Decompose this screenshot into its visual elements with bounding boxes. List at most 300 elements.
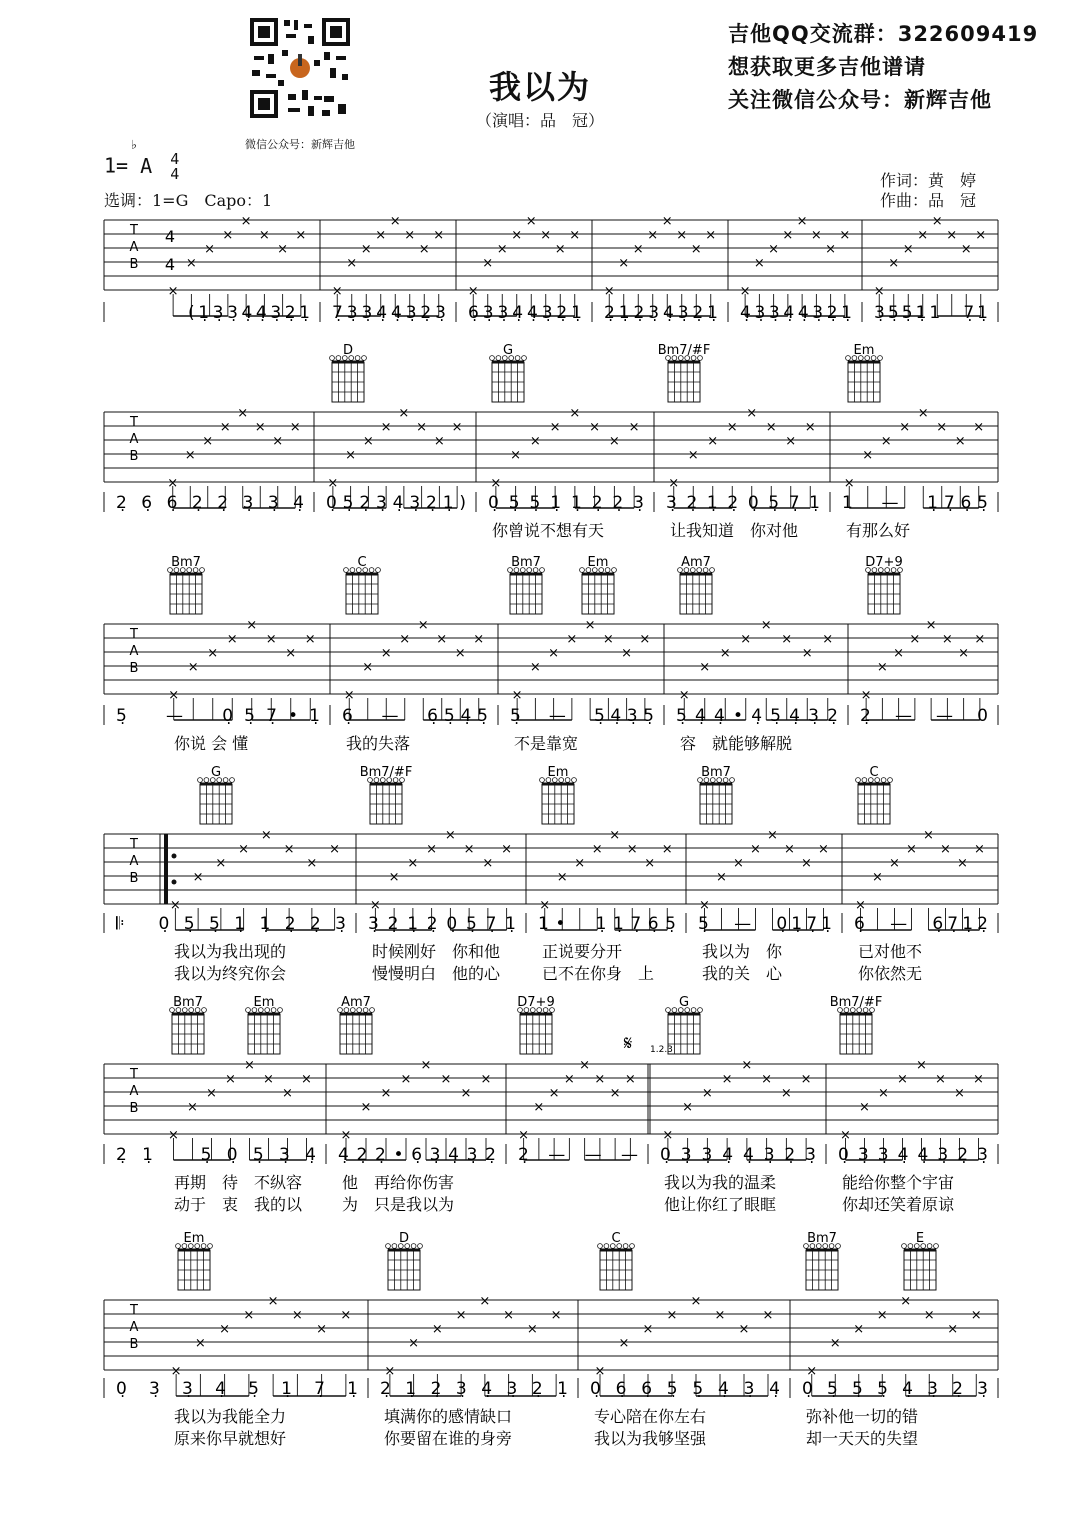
tab-note-mark: ×: [244, 1058, 255, 1073]
tab-note-mark: ×: [925, 618, 937, 633]
tab-note-mark: ×: [626, 842, 638, 857]
tab-note-mark: ×: [761, 1072, 773, 1087]
tab-note-mark: ×: [444, 828, 456, 843]
tab-note-mark: ×: [346, 256, 358, 271]
tab-note-mark: ×: [455, 1308, 467, 1323]
tab-note-mark: ×: [873, 284, 885, 299]
tab-note-mark: ×: [316, 1322, 328, 1337]
tab-note-mark: ×: [240, 214, 252, 229]
tab-note-mark: ×: [258, 228, 270, 243]
tab-note-mark: ×: [975, 228, 987, 243]
tab-note-mark: ×: [973, 420, 985, 435]
open-string-marker: [496, 356, 501, 361]
lyric-line-1: 专心陪在你左右: [594, 1407, 707, 1426]
tab-note-mark: ×: [762, 1308, 774, 1323]
lyric-line-1: 容 就能够解脱: [680, 734, 793, 753]
numbered-notation: 0̣5̣5̣5̣4̣3̣2̣3̣: [802, 1379, 988, 1399]
numbered-notation: 0̣5̣5̣1̣1̣2̣2̣3̣: [488, 493, 644, 513]
tab-note-mark: ×: [957, 856, 968, 871]
repeat-dot: [172, 854, 177, 859]
tab-note-mark: ×: [753, 256, 765, 271]
tab-note-mark: ×: [375, 228, 387, 243]
promo-more-tabs: 想获取更多吉他谱请: [728, 55, 926, 79]
tab-note-mark: ×: [289, 420, 301, 435]
tab-note-mark: ×: [473, 632, 485, 647]
open-string-marker: [691, 1008, 696, 1013]
open-string-marker: [204, 778, 209, 783]
tab-note-mark: ×: [417, 618, 429, 633]
tab-note-mark: ×: [804, 420, 816, 435]
chord-name-1-1: G: [502, 343, 514, 358]
chord-name-4-0: Bm7: [173, 995, 203, 1010]
numbered-notation: 2̣1̣2̣3̣4̣3̣2̣1̣: [604, 303, 718, 323]
tab-note-mark: ×: [853, 1322, 865, 1337]
lyric-line-2: 慢慢明白 他的心: [372, 964, 501, 983]
tab-note-mark: ×: [169, 898, 181, 913]
qr-caption: 微信公众号：新辉吉他: [245, 138, 355, 151]
tab-note-mark: ×: [550, 1308, 562, 1323]
tab-note-mark: ×: [206, 1086, 217, 1101]
open-string-marker: [678, 568, 683, 573]
tab-note-mark: ×: [207, 646, 219, 661]
open-string-marker: [672, 1008, 677, 1013]
tab-clef-letter: A: [129, 1084, 139, 1099]
lyric-line-2: 动于 衷 我的以: [174, 1195, 303, 1214]
tab-note-mark: ×: [602, 632, 614, 647]
chord-name-4-1: Em: [253, 995, 275, 1010]
tab-note-mark: ×: [548, 1086, 560, 1101]
tab-note-mark: ×: [726, 420, 738, 435]
promo-wechat: 关注微信公众号：新辉吉他: [728, 88, 992, 112]
tab-note-mark: ×: [433, 228, 445, 243]
tab-note-mark: ×: [970, 1308, 982, 1323]
tab-note-mark: ×: [407, 856, 419, 871]
repeat-dot: [172, 880, 177, 885]
numbered-notation: 0̣3̣3̣4̣4̣3̣2̣3̣: [838, 1145, 988, 1165]
open-string-marker: [862, 778, 867, 783]
open-string-marker: [170, 1008, 175, 1013]
tab-note-mark: ×: [418, 242, 430, 257]
tab-note-mark: ×: [624, 1072, 636, 1087]
tab-note-mark: ×: [974, 632, 986, 647]
tab-note-mark: ×: [960, 242, 972, 257]
lyric-line-2: 却一天天的失望: [806, 1429, 919, 1448]
tab-note-mark: ×: [501, 842, 513, 857]
numbered-notation: 2̣ — — 0: [860, 706, 988, 726]
lyric-line-1: 你说 会 懂: [174, 734, 249, 753]
numbered-notation: 5̣ — 0̣1̣7̣1̣: [698, 914, 832, 934]
tab-note-mark: ×: [839, 228, 851, 243]
tab-note-mark: ×: [440, 1072, 452, 1087]
tab-note-mark: ×: [569, 228, 581, 243]
open-string-marker: [515, 356, 520, 361]
chord-name-1-0: D: [342, 343, 354, 358]
tab-note-mark: ×: [192, 870, 204, 885]
lyric-line-1: 能给你整个宇宙: [842, 1173, 955, 1192]
tab-note-mark: ×: [525, 214, 537, 229]
open-string-marker: [878, 356, 883, 361]
tab-note-mark: ×: [360, 1100, 372, 1115]
tab-note-mark: ×: [800, 1072, 812, 1087]
tab-note-mark: ×: [740, 632, 752, 647]
tab-note-mark: ×: [647, 228, 659, 243]
tab-note-mark: ×: [490, 476, 502, 491]
tab-note-mark: ×: [767, 828, 778, 843]
chord-name-1-2: Bm7/#F: [657, 343, 711, 358]
open-string-marker: [330, 356, 335, 361]
tab-clef-letter: T: [130, 1303, 138, 1318]
tab-note-mark: ×: [345, 448, 357, 463]
tab-note-mark: ×: [687, 448, 699, 463]
tab-note-mark: ×: [384, 1364, 396, 1379]
tab-note-mark: ×: [900, 1294, 912, 1309]
lyric-line-1: 有那么好: [846, 521, 911, 540]
open-string-marker: [202, 1008, 207, 1013]
open-string-marker: [927, 1244, 932, 1249]
chord-name-5-4: E: [915, 1231, 925, 1246]
tuning-info: 选调：1=G Capo：1: [104, 191, 273, 210]
tab-note-mark: ×: [467, 284, 479, 299]
tab-note-mark: ×: [263, 1072, 274, 1087]
tab-note-mark: ×: [451, 420, 463, 435]
tab-clef-letter: B: [129, 1101, 139, 1116]
tab-clef-letter: A: [129, 854, 139, 869]
tab-note-mark: ×: [705, 228, 717, 243]
chord-name-2-5: D7+9: [865, 555, 903, 570]
chord-name-4-5: Bm7/#F: [829, 995, 883, 1010]
tab-note-mark: ×: [721, 1072, 733, 1087]
lyric-line-2: 我以为我够坚强: [594, 1429, 707, 1448]
tab-note-mark: ×: [237, 406, 249, 421]
tab-note-mark: ×: [549, 420, 561, 435]
tab-clef-letter: T: [130, 415, 138, 430]
tab-note-mark: ×: [480, 1072, 492, 1087]
tab-note-mark: ×: [806, 1364, 818, 1379]
open-string-marker: [604, 1244, 609, 1249]
numbered-notation: 3̣2̣1̣2̣0̣5̣7̣1̣: [368, 914, 516, 934]
tab-note-mark: ×: [750, 842, 761, 857]
tab-note-mark: ×: [566, 632, 578, 647]
open-string-marker: [350, 568, 355, 573]
numbered-notation: 0̣3̣3̣4̣5̣1̣7̣1̣: [116, 1379, 358, 1399]
numbered-notation: 6̣3̣3̣4̣4̣3̣2̣1̣: [468, 303, 582, 323]
tab-note-mark: ×: [291, 1308, 303, 1323]
tab-note-mark: ×: [609, 1086, 621, 1101]
tab-note-mark: ×: [389, 214, 401, 229]
open-string-marker: [370, 1008, 375, 1013]
numbered-notation: 1• 1̣1̣7̣6̣5̣: [538, 914, 676, 934]
tab-note-mark: ×: [482, 256, 494, 271]
lyricist: 作词：黄 婷: [880, 171, 977, 190]
tab-note-mark: ×: [416, 420, 428, 435]
tab-note-mark: ×: [974, 842, 985, 857]
tab-note-mark: ×: [931, 214, 943, 229]
tab-note-mark: ×: [840, 1128, 851, 1143]
tab-note-mark: ×: [707, 434, 719, 449]
lyric-line-1: 正说要分开: [542, 942, 623, 961]
lyric-line-2: 为 只是我以为: [342, 1195, 455, 1214]
open-string-marker: [362, 356, 367, 361]
numbered-notation: 6̣ — 6̣7̣1̣2̣: [854, 914, 988, 934]
open-string-marker: [411, 1244, 416, 1249]
tab-note-mark: ×: [170, 1364, 182, 1379]
open-string-marker: [392, 1244, 397, 1249]
tab-clef-letter: B: [129, 257, 139, 272]
tab-clef-letter: T: [130, 223, 138, 238]
tab-note-mark: ×: [781, 632, 793, 647]
numbered-notation: 0̣3̣3̣4̣4̣3̣2̣3̣: [660, 1145, 816, 1165]
tab-note-mark: ×: [716, 870, 727, 885]
tab-note-mark: ×: [801, 646, 813, 661]
tab-note-mark: ×: [185, 256, 197, 271]
tab-note-mark: ×: [584, 618, 596, 633]
lyric-line-1: 弥补他一切的错: [806, 1407, 919, 1426]
open-string-marker: [908, 1244, 913, 1249]
lyric-line-2: 我的关 心: [702, 964, 783, 983]
lyric-line-1: 让我知道 你对他: [670, 521, 799, 540]
tab-note-mark: ×: [719, 646, 731, 661]
tab-note-mark: ×: [433, 434, 445, 449]
open-string-marker: [540, 778, 545, 783]
tab-note-mark: ×: [843, 476, 855, 491]
tab-note-mark: ×: [479, 1294, 491, 1309]
open-string-marker: [572, 778, 577, 783]
open-string-marker: [902, 1244, 907, 1249]
tab-note-mark: ×: [917, 228, 929, 243]
lyric-line-2: 你却还笑着原谅: [842, 1195, 955, 1214]
chord-name-2-1: C: [357, 555, 367, 570]
tab-note-mark: ×: [661, 842, 673, 857]
numbered-notation: 6̣ — 6̣5̣4̣5̣: [342, 706, 488, 726]
open-string-marker: [522, 356, 527, 361]
open-string-marker: [508, 568, 513, 573]
tab-note-mark: ×: [219, 420, 231, 435]
lyric-line-2: 你依然无: [858, 964, 923, 983]
tab-note-mark: ×: [632, 242, 644, 257]
tab-note-mark: ×: [426, 842, 438, 857]
tab-note-mark: ×: [699, 660, 711, 675]
tab-note-mark: ×: [940, 842, 951, 857]
tab-note-mark: ×: [340, 1128, 352, 1143]
promo-qq-group: 吉他QQ交流群：322609419: [728, 22, 1039, 46]
tab-note-mark: ×: [739, 284, 751, 299]
tab-note-mark: ×: [661, 214, 673, 229]
chord-name-5-2: C: [611, 1231, 621, 1246]
tab-note-mark: ×: [609, 828, 621, 843]
tab-note-mark: ×: [167, 476, 179, 491]
tab-note-mark: ×: [518, 1128, 530, 1143]
tab-note-mark: ×: [204, 242, 216, 257]
tab-note-mark: ×: [594, 1072, 606, 1087]
time-sig-bottom: 4: [170, 165, 180, 183]
numbered-notation: 3̣5̣5̣1̣1 7̣1̣: [874, 303, 988, 323]
tab-note-mark: ×: [331, 284, 343, 299]
segno-sign: 𝄋: [623, 1031, 633, 1055]
tab-note-mark: ×: [454, 646, 466, 661]
tab-note-mark: ×: [563, 1072, 575, 1087]
tab-note-mark: ×: [780, 1086, 792, 1101]
tab-note-mark: ×: [941, 632, 953, 647]
chord-name-2-3: Em: [587, 555, 609, 570]
tab-note-mark: ×: [608, 434, 620, 449]
lyric-line-2: 他让你红了眼眶: [664, 1195, 777, 1214]
tab-note-mark: ×: [460, 1086, 472, 1101]
numbered-notation: 4̣2̣2̣•6̣3̣4̣3̣2̣: [338, 1145, 496, 1165]
tab-note-mark: ×: [254, 420, 266, 435]
tab-note-mark: ×: [893, 646, 905, 661]
tab-note-mark: ×: [954, 434, 966, 449]
tab-note-mark: ×: [238, 842, 250, 857]
tab-note-mark: ×: [796, 214, 808, 229]
tab-note-mark: ×: [362, 434, 374, 449]
tab-note-mark: ×: [785, 434, 797, 449]
tab-note-mark: ×: [859, 1100, 870, 1115]
numbered-notation: 3̣2̣1̣2̣0̣5̣7̣1̣: [666, 493, 820, 513]
tab-note-mark: ×: [822, 632, 834, 647]
tab-note-mark: ×: [906, 842, 917, 857]
tab-note-mark: ×: [167, 284, 179, 299]
tab-note-mark: ×: [225, 1072, 236, 1087]
tab-note-mark: ×: [380, 1086, 392, 1101]
tab-clef-letter: A: [129, 1320, 139, 1335]
open-string-marker: [612, 568, 617, 573]
tab-note-mark: ×: [202, 434, 214, 449]
tab-note-mark: ×: [947, 1322, 959, 1337]
tab-note-mark: ×: [690, 242, 702, 257]
chord-name-1-3: Em: [853, 343, 875, 358]
tab-note-mark: ×: [888, 256, 900, 271]
lyric-line-1: 时候刚好 你和他: [372, 942, 501, 961]
chord-name-2-4: Am7: [681, 555, 711, 570]
tab-note-mark: ×: [329, 842, 341, 857]
open-string-marker: [630, 1244, 635, 1249]
lyric-line-1: 已对他不: [858, 942, 923, 961]
tab-note-mark: ×: [618, 1336, 630, 1351]
tab-note-mark: ×: [398, 406, 410, 421]
tab-note-mark: ×: [436, 632, 448, 647]
tab-note-mark: ×: [954, 1086, 965, 1101]
tab-note-mark: ×: [768, 242, 780, 257]
lyric-line-1: 再期 待 不纵容: [174, 1173, 303, 1192]
open-string-marker: [698, 1008, 703, 1013]
tab-note-mark: ×: [591, 842, 603, 857]
tab-note-mark: ×: [682, 1100, 694, 1115]
key-note: A: [140, 153, 153, 178]
tab-note-mark: ×: [388, 870, 400, 885]
open-string-marker: [376, 568, 381, 573]
open-string-marker: [168, 568, 173, 573]
tab-note-mark: ×: [482, 856, 494, 871]
lyric-line-1: 我以为我能全力: [174, 1407, 287, 1426]
open-string-marker: [246, 1008, 251, 1013]
tab-note-mark: ×: [503, 1308, 515, 1323]
tab-note-mark: ×: [243, 1308, 255, 1323]
numbered-notation: 2̣6̣6̣2̣2̣3̣3̣4̣: [116, 493, 304, 513]
tab-note-mark: ×: [825, 242, 837, 257]
chord-name-5-1: D: [398, 1231, 410, 1246]
key-prefix: 1=: [104, 153, 129, 178]
tab-note-mark: ×: [760, 618, 772, 633]
tab-note-mark: ×: [765, 420, 777, 435]
tab-note-mark: ×: [327, 476, 339, 491]
chord-name-5-0: Em: [183, 1231, 205, 1246]
tab-note-mark: ×: [662, 1128, 674, 1143]
tab-note-mark: ×: [369, 898, 381, 913]
tab-note-mark: ×: [168, 688, 180, 703]
chord-name-3-4: C: [869, 765, 879, 780]
tab-note-mark: ×: [511, 688, 523, 703]
tab-note-mark: ×: [510, 448, 522, 463]
lyric-line-1: 我以为我的温柔: [664, 1173, 777, 1192]
tab-note-mark: ×: [539, 898, 551, 913]
tab-note-mark: ×: [872, 870, 883, 885]
tab-note-mark: ×: [526, 1322, 538, 1337]
tab-note-mark: ×: [628, 420, 640, 435]
lyric-line-1: 你曾说不想有天: [492, 521, 605, 540]
tab-note-mark: ×: [540, 228, 552, 243]
tab-note-mark: ×: [973, 1072, 984, 1087]
tab-note-mark: ×: [306, 856, 318, 871]
open-string-marker: [598, 1244, 603, 1249]
open-string-marker: [730, 778, 735, 783]
numbered-notation: 2̣1̣ 5̣0̣5̣3̣4̣: [116, 1145, 316, 1165]
tab-note-mark: ×: [676, 228, 688, 243]
tab-note-mark: ×: [260, 828, 272, 843]
tab-note-mark: ×: [923, 828, 934, 843]
tab-note-mark: ×: [295, 228, 307, 243]
tab-note-mark: ×: [301, 1072, 312, 1087]
numbered-notation: 5̣ — 0̣5̣7̣•1̣: [116, 706, 320, 726]
tab-note-mark: ×: [589, 420, 601, 435]
tab-note-mark: ×: [187, 1100, 198, 1115]
lyric-line-2: 已不在你身 上: [542, 964, 655, 983]
tab-note-mark: ×: [701, 1086, 713, 1101]
tab-clef-letter: T: [130, 1067, 138, 1082]
tab-note-mark: ×: [618, 256, 630, 271]
repeat-start-thick: [164, 834, 168, 904]
lyric-line-1: 他 再给你伤害: [342, 1173, 455, 1192]
singer-credit: （演唱：品 冠）: [475, 111, 604, 130]
tab-note-mark: ×: [215, 856, 227, 871]
open-string-marker: [344, 568, 349, 573]
open-string-marker: [369, 568, 374, 573]
tab-note-mark: ×: [400, 1072, 412, 1087]
tab-note-mark: ×: [876, 1308, 888, 1323]
tab-clef-letter: B: [129, 871, 139, 886]
tab-note-mark: ×: [343, 688, 355, 703]
chord-name-4-4: G: [678, 995, 690, 1010]
time-signature-top: 4: [164, 227, 176, 246]
open-string-marker: [881, 778, 886, 783]
open-string-marker: [804, 1244, 809, 1249]
tab-note-mark: ×: [917, 406, 929, 421]
tab-note-mark: ×: [184, 448, 196, 463]
tab-note-mark: ×: [511, 228, 523, 243]
open-string-marker: [934, 1244, 939, 1249]
tab-note-mark: ×: [690, 1294, 702, 1309]
composer: 作曲：品 冠: [880, 191, 977, 210]
segno-label: 1.2.3: [650, 1045, 673, 1055]
open-string-marker: [336, 356, 341, 361]
numbered-notation: (1̣3̣3̣4̣4̣3̣2̣1̣: [188, 303, 310, 323]
tab-note-mark: ×: [285, 646, 297, 661]
open-string-marker: [230, 778, 235, 783]
tab-note-mark: ×: [810, 228, 822, 243]
tab-note-mark: ×: [829, 1336, 841, 1351]
tab-note-mark: ×: [899, 420, 911, 435]
chord-name-5-3: Bm7: [807, 1231, 837, 1246]
open-string-marker: [888, 778, 893, 783]
